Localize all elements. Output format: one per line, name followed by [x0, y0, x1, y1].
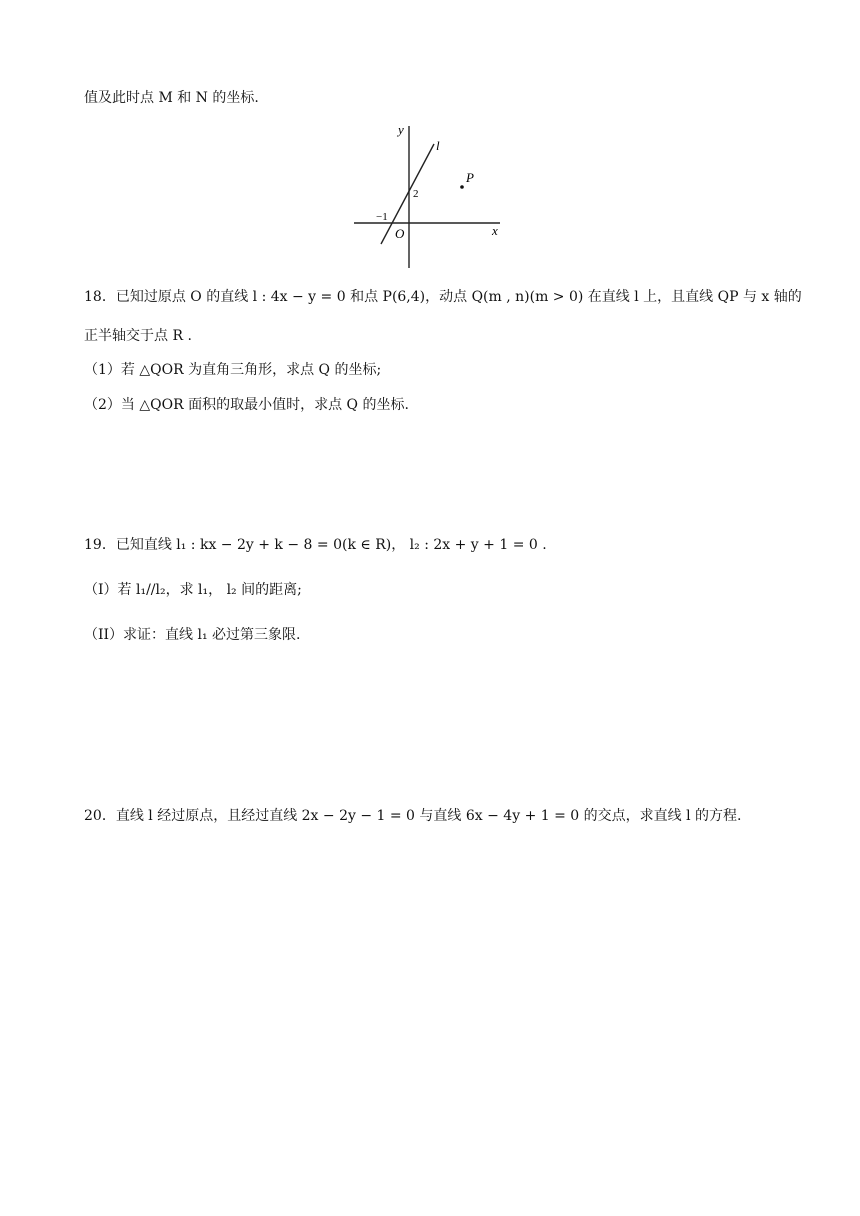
q18-part2: （2）当 △QOR 面积的取最小值时，求点 Q 的坐标.: [84, 397, 409, 413]
label-O: O: [395, 226, 405, 241]
q19-part1: （I）若 l₁//l₂，求 l₁， l₂ 间的距离;: [84, 582, 302, 598]
q18-part1: （1）若 △QOR 为直角三角形，求点 Q 的坐标;: [84, 362, 382, 378]
label-l: l: [436, 138, 440, 153]
label-minus-one: −1: [376, 211, 388, 223]
label-P: P: [466, 170, 474, 185]
label-x: x: [492, 223, 498, 238]
q20-line1: 20．直线 l 经过原点，且经过直线 2x − 2y − 1 = 0 与直线 6x − 4y + 1 = 0 的交点，求直线 l 的方程.: [84, 808, 742, 824]
q19-part2: （II）求证：直线 l₁ 必过第三象限.: [84, 627, 301, 643]
label-two: 2: [413, 188, 419, 200]
figure-svg: [354, 120, 504, 270]
text-line-top: 值及此时点 M 和 N 的坐标.: [84, 90, 259, 106]
coordinate-figure: [354, 120, 504, 270]
q18-line2: 正半轴交于点 R .: [84, 328, 192, 344]
q19-line1: 19．已知直线 l₁ : kx − 2y + k − 8 = 0(k ∈ R)， l₂ : 2x + y + 1 = 0 .: [84, 537, 547, 553]
label-y: y: [398, 122, 404, 137]
point-P: [460, 185, 464, 189]
q18-line1: 18．已知过原点 O 的直线 l : 4x − y = 0 和点 P(6,4)，动点 Q(m , n)(m > 0) 在直线 l 上，且直线 QP 与 x 轴的: [84, 289, 802, 305]
line-l: [381, 144, 434, 244]
